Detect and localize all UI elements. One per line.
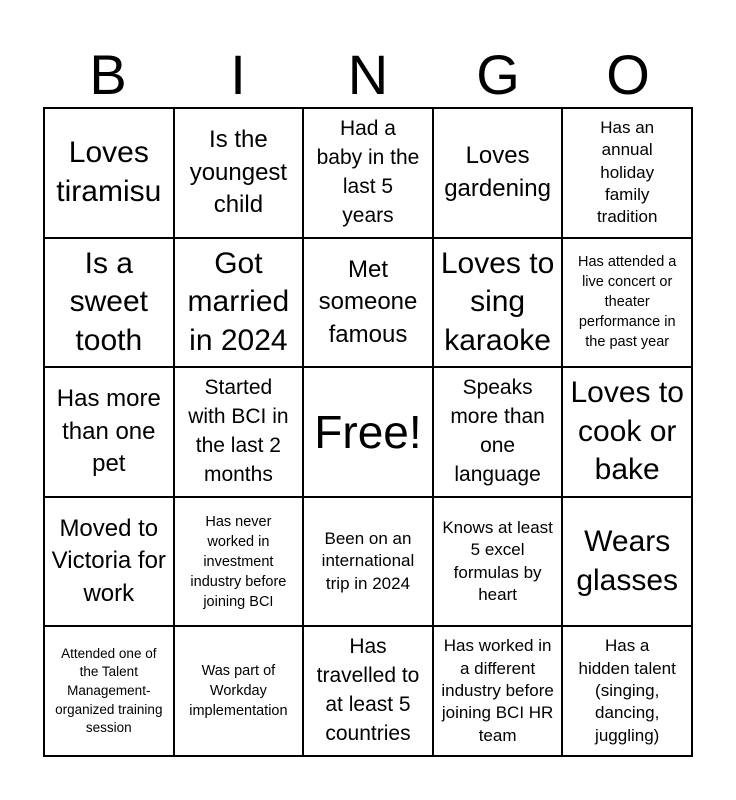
bingo-cell[interactable]: [44, 626, 174, 756]
bingo-cell[interactable]: [303, 108, 433, 238]
bingo-cell[interactable]: [433, 238, 563, 368]
bingo-cell[interactable]: [44, 238, 174, 368]
bingo-cell[interactable]: [433, 626, 563, 756]
cell-text: Had a baby in the last 5 years: [316, 116, 420, 227]
header-letter-n: N: [347, 43, 389, 106]
cell-text: Knows at least 5 excel formulas by heart: [442, 517, 553, 605]
cell-text: Has an annual holiday family tradition: [596, 117, 658, 227]
cell-text: Has never worked in investment industry before joining BCI: [190, 513, 287, 610]
header-letter-o: O: [606, 43, 650, 106]
header-letter-i: I: [230, 43, 246, 106]
cell-text: Wears glasses: [576, 525, 679, 597]
bingo-cell[interactable]: [174, 626, 304, 756]
cell-text: Attended one of the Talent Management-organized training session: [55, 645, 163, 736]
cell-text: Moved to Victoria for work: [51, 515, 166, 607]
cell-text: Has more than one pet: [56, 385, 161, 478]
bingo-cell[interactable]: [303, 626, 433, 756]
bingo-cell[interactable]: [433, 497, 563, 627]
bingo-cell[interactable]: [562, 367, 692, 497]
cell-text: Been on an international trip in 2024: [321, 528, 415, 593]
bingo-cell[interactable]: [174, 497, 304, 627]
cell-text: Loves tiramisu: [56, 136, 162, 208]
bingo-cell[interactable]: [174, 367, 304, 497]
bingo-cell[interactable]: [44, 497, 174, 627]
header-letter-g: G: [476, 43, 520, 106]
cell-text: Is the youngest child: [189, 126, 288, 218]
cell-text: Loves to cook or bake: [570, 376, 684, 487]
free-text: Free!: [314, 405, 422, 458]
cell-text: Has worked in a different industry before joining BCI HR team: [441, 636, 554, 745]
free-space[interactable]: [303, 367, 433, 497]
cell-text: Speaks more than one language: [450, 376, 545, 486]
cell-text: Has attended a live concert or theater performance in the past year: [578, 254, 677, 351]
cell-text: Is a sweet tooth: [69, 246, 148, 357]
bingo-cell[interactable]: [562, 108, 692, 238]
bingo-cell[interactable]: [174, 108, 304, 238]
cell-text: Has a hidden talent (singing, dancing, juggling): [578, 636, 676, 745]
cell-text: Loves gardening: [444, 142, 551, 202]
bingo-cell[interactable]: [562, 497, 692, 627]
cell-text: Has travelled to at least 5 countries: [316, 635, 420, 746]
bingo-cell[interactable]: [562, 238, 692, 368]
header-letter-b: B: [89, 43, 127, 106]
bingo-cell[interactable]: [433, 108, 563, 238]
bingo-cell[interactable]: [433, 367, 563, 497]
cell-text: Loves to sing karaoke: [440, 246, 555, 357]
bingo-header: [43, 45, 693, 105]
bingo-board: [43, 107, 693, 757]
cell-text: Started with BCI in the last 2 months: [188, 376, 289, 486]
bingo-cell[interactable]: [303, 238, 433, 368]
bingo-cell[interactable]: [174, 238, 304, 368]
cell-text: Was part of Workday implementation: [189, 663, 288, 720]
bingo-cell[interactable]: [44, 108, 174, 238]
cell-text: Got married in 2024: [187, 246, 290, 357]
bingo-cell[interactable]: [303, 497, 433, 627]
bingo-cell[interactable]: [44, 367, 174, 497]
bingo-cell[interactable]: [562, 626, 692, 756]
cell-text: Met someone famous: [318, 255, 418, 348]
